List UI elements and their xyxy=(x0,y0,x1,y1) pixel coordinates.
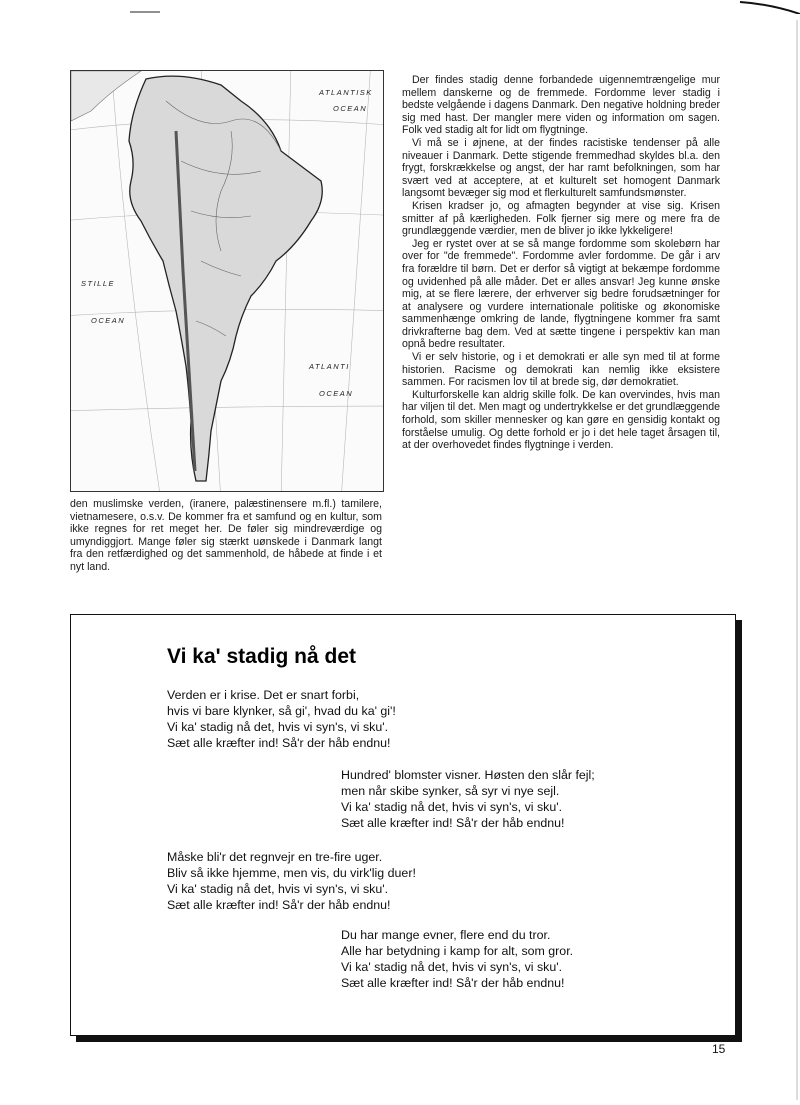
poem-line: Alle har betydning i kamp for alt, som gror. xyxy=(341,944,574,958)
article-paragraph-6: Kulturforskelle kan aldrig skille folk. De kan overvindes, hvis man har viljen til det. Men magt og undertrykkelse er det grundlæggende forhold, som skiller mennesker og kan gøre en gensidig kontakt og forståelse umulig. Og dette forhold er jo i det hele taget årsagen til, at der overhovedet findes flygtninge i verden. xyxy=(402,388,720,452)
poem-stanza-1 xyxy=(167,687,396,751)
poem-line: Hundred' blomster visner. Høsten den slår fejl; xyxy=(341,768,595,782)
poem-line: Sæt alle kræfter ind! Så'r der håb endnu! xyxy=(341,816,565,830)
poem-box xyxy=(70,614,736,1036)
scan-edge-right xyxy=(790,0,800,1100)
article-paragraph-2: Vi må se i øjnene, at der findes racistiske tendenser på alle niveauer i Danmark. Dette stigende fremmedhad skyldes bl.a. den frygt, forskrækkelse og angst, der har ramt befolkningen, som har svært ved at acceptere, at et kulturelt set homogent Danmark langsomt bevæger sig mod et flerkulturelt samfundsmønster. xyxy=(402,136,720,200)
left-column xyxy=(70,498,382,574)
article-paragraph-1: Der findes stadig denne forbandede uigennemtrængelige mur mellem danskerne og de fremmede. Fordomme lever stadig i bedste velgående i dagens Danmark. Den negative holdning breder sig med hast. Der mangler mere viden og information om sagen. Folk ved stadig alt for lidt om flygtninge. xyxy=(402,74,720,137)
map-label-atlanti: ATLANTI xyxy=(309,362,350,371)
map-label-stille: STILLE xyxy=(81,279,116,288)
poem-line: Bliv så ikke hjemme, men vis, du virk'lig duer! xyxy=(167,866,416,880)
map-label-atlantisk: ATLANTISK xyxy=(319,88,373,97)
map-label-ocean-north: OCEAN xyxy=(333,104,368,113)
poem-title: Vi ka' stadig nå det xyxy=(167,645,356,668)
page-number: 15 xyxy=(712,1042,726,1056)
south-america-map xyxy=(70,70,384,492)
poem-line: Vi ka' stadig nå det, hvis vi syn's, vi sku'. xyxy=(341,800,563,814)
poem-stanza-2 xyxy=(341,767,595,831)
poem-line: men når skibe synker, så syr vi nye sejl. xyxy=(341,784,560,798)
poem-line: Vi ka' stadig nå det, hvis vi syn's, vi sku'. xyxy=(167,720,389,734)
poem-line: Sæt alle kræfter ind! Så'r der håb endnu! xyxy=(167,898,391,912)
map-label-ocean-west: OCEAN xyxy=(91,316,126,325)
article-paragraph-3: Krisen kradser jo, og afmagten begynder at vise sig. Krisen smitter af på kærligheden. Folk fjerner sig mere og mere fra de grundlæggende værdier, men de bliver jo ikke lykkeligere! xyxy=(402,199,720,238)
scan-edge-top xyxy=(0,0,800,14)
left-column-paragraph: den muslimske verden, (iranere, palæstinensere m.fl.) tamilere, vietnamesere, o.s.v. De kommer fra et samfund og en kultur, som ikke regnes for ret meget her. De føler sig mindreværdige og umyndiggjort. Mange føler sig stærkt uønskede i Danmark langt fra den retfærdighed og det sammenhold, de håbede at finde i et nyt land. xyxy=(70,498,382,573)
poem-line: Du har mange evner, flere end du tror. xyxy=(341,928,551,942)
article-paragraph-5: Vi er selv historie, og i et demokrati er alle syn med til at forme historien. Racisme og demokrati kan nemlig ikke eksistere sammen. For racismen lov til at brede sig, dør demokratiet. xyxy=(402,351,720,389)
poem-line: Måske bli'r det regnvejr en tre-fire uger. xyxy=(167,850,383,864)
article-paragraph-4: Jeg er rystet over at se så mange fordomme som skolebørn har over for "de fremmede". Fordomme avler fordomme. De går i arv fra forældre til børn. Det er derfor så vigtigt at bekæmpe fordomme og uvidenhed på alle måder. Det er alles ansvar! Jeg kunne ønske mig, at se flere lærere, der erhverver sig bedre forudsætninger for at analysere og vurdere internationale politiske og økonomiske sammenhænge omkring de lande, flygtningene kommer fra samt drivkrafterne bag dem. Ved at sætte tingene i perspektiv kan man opnå bedre resultater. xyxy=(402,237,720,351)
right-column xyxy=(402,74,720,452)
poem-stanza-4 xyxy=(341,927,573,991)
poem-stanza-3 xyxy=(167,849,416,913)
poem-line: Vi ka' stadig nå det, hvis vi syn's, vi sku'. xyxy=(167,882,389,896)
poem-line: Verden er i krise. Det er snart forbi, xyxy=(167,688,360,702)
poem-line: Sæt alle kræfter ind! Så'r der håb endnu! xyxy=(167,736,391,750)
poem-line: Sæt alle kræfter ind! Så'r der håb endnu! xyxy=(341,976,565,990)
poem-line: hvis vi bare klynker, så gi', hvad du ka' gi'! xyxy=(167,704,396,718)
poem-line: Vi ka' stadig nå det, hvis vi syn's, vi sku'. xyxy=(341,960,563,974)
map-label-ocean-south: OCEAN xyxy=(319,389,354,398)
